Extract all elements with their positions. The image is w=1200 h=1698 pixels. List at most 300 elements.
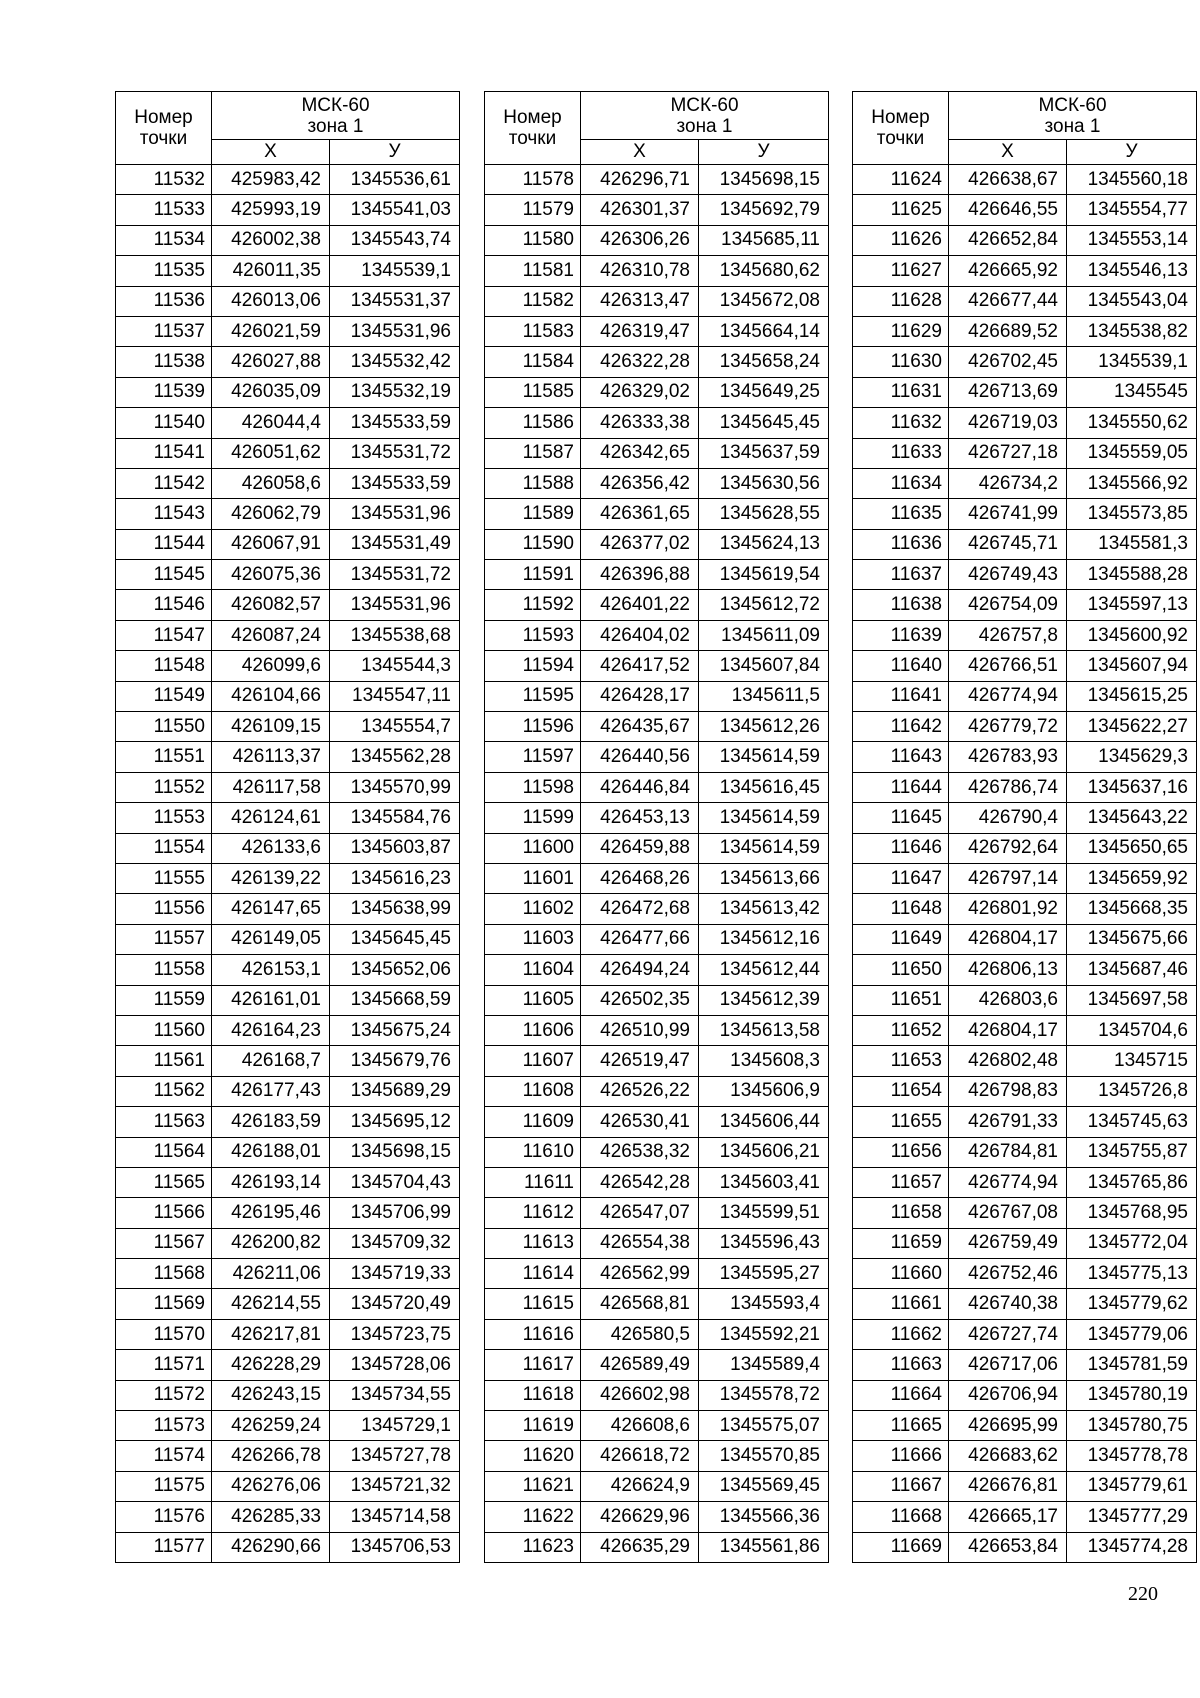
y-coordinate-cell: 1345613,42 bbox=[699, 894, 829, 924]
table-row bbox=[116, 529, 460, 559]
point-number-cell: 11665 bbox=[853, 1411, 949, 1441]
table-row bbox=[116, 1441, 460, 1471]
y-coordinate-cell: 1345728,06 bbox=[330, 1350, 460, 1380]
x-coordinate-cell: 426104,66 bbox=[212, 681, 330, 711]
table-row bbox=[485, 1259, 829, 1289]
x-coordinate-cell: 426109,15 bbox=[212, 712, 330, 742]
table-row bbox=[853, 1076, 1197, 1106]
x-coordinate-cell: 426285,33 bbox=[212, 1502, 330, 1532]
table-row bbox=[116, 347, 460, 377]
x-coordinate-cell: 426766,51 bbox=[949, 651, 1067, 681]
y-coordinate-cell: 1345531,49 bbox=[330, 529, 460, 559]
x-coordinate-cell: 426689,52 bbox=[949, 316, 1067, 346]
point-number-cell: 11573 bbox=[116, 1411, 212, 1441]
point-number-cell: 11546 bbox=[116, 590, 212, 620]
y-coordinate-cell: 1345645,45 bbox=[330, 924, 460, 954]
point-number-cell: 11653 bbox=[853, 1046, 949, 1076]
y-coordinate-cell: 1345679,76 bbox=[330, 1046, 460, 1076]
x-coordinate-cell: 426608,6 bbox=[581, 1411, 699, 1441]
table-row bbox=[853, 1046, 1197, 1076]
x-coordinate-cell: 426638,67 bbox=[949, 165, 1067, 195]
point-number-cell: 11582 bbox=[485, 286, 581, 316]
y-coordinate-cell: 1345734,55 bbox=[330, 1380, 460, 1410]
y-coordinate-cell: 1345664,14 bbox=[699, 316, 829, 346]
point-number-cell: 11631 bbox=[853, 377, 949, 407]
table-row bbox=[116, 1380, 460, 1410]
table-row bbox=[485, 529, 829, 559]
table-row bbox=[485, 1015, 829, 1045]
y-coordinate-cell: 1345668,35 bbox=[1067, 894, 1197, 924]
table-row bbox=[116, 1532, 460, 1562]
table-row bbox=[116, 1228, 460, 1258]
point-number-cell: 11610 bbox=[485, 1137, 581, 1167]
y-coordinate-cell: 1345611,09 bbox=[699, 620, 829, 650]
point-number-cell: 11533 bbox=[116, 195, 212, 225]
y-coordinate-cell: 1345554,7 bbox=[330, 712, 460, 742]
table-row bbox=[853, 1137, 1197, 1167]
table-row bbox=[116, 438, 460, 468]
x-coordinate-cell: 426153,1 bbox=[212, 955, 330, 985]
y-coordinate-cell: 1345608,3 bbox=[699, 1046, 829, 1076]
x-coordinate-cell: 426401,22 bbox=[581, 590, 699, 620]
y-coordinate-cell: 1345772,04 bbox=[1067, 1228, 1197, 1258]
x-coordinate-cell: 426538,32 bbox=[581, 1137, 699, 1167]
point-number-cell: 11588 bbox=[485, 468, 581, 498]
y-header: У bbox=[1067, 140, 1197, 165]
x-coordinate-cell: 426404,02 bbox=[581, 620, 699, 650]
x-coordinate-cell: 426757,8 bbox=[949, 620, 1067, 650]
y-coordinate-cell: 1345554,77 bbox=[1067, 195, 1197, 225]
point-number-cell: 11630 bbox=[853, 347, 949, 377]
table-row bbox=[853, 833, 1197, 863]
system-name: МСК-60 bbox=[1038, 94, 1107, 116]
point-number-cell: 11572 bbox=[116, 1380, 212, 1410]
table-row bbox=[485, 1532, 829, 1562]
point-number-cell: 11591 bbox=[485, 560, 581, 590]
point-number-cell: 11589 bbox=[485, 499, 581, 529]
table-row bbox=[485, 1380, 829, 1410]
y-coordinate-cell: 1345575,07 bbox=[699, 1411, 829, 1441]
y-coordinate-cell: 1345672,08 bbox=[699, 286, 829, 316]
y-coordinate-cell: 1345560,18 bbox=[1067, 165, 1197, 195]
point-number-cell: 11565 bbox=[116, 1167, 212, 1197]
table-row bbox=[485, 316, 829, 346]
y-coordinate-cell: 1345613,58 bbox=[699, 1015, 829, 1045]
point-number-cell: 11562 bbox=[116, 1076, 212, 1106]
point-number-cell: 11558 bbox=[116, 955, 212, 985]
table-row bbox=[485, 408, 829, 438]
y-coordinate-cell: 1345545 bbox=[1067, 377, 1197, 407]
y-coordinate-cell: 1345721,32 bbox=[330, 1471, 460, 1501]
y-coordinate-cell: 1345593,4 bbox=[699, 1289, 829, 1319]
table-row bbox=[853, 286, 1197, 316]
point-number-cell: 11658 bbox=[853, 1198, 949, 1228]
table-row bbox=[485, 894, 829, 924]
table-row bbox=[853, 438, 1197, 468]
y-coordinate-cell: 1345600,92 bbox=[1067, 620, 1197, 650]
y-coordinate-cell: 1345765,86 bbox=[1067, 1167, 1197, 1197]
point-number-cell: 11656 bbox=[853, 1137, 949, 1167]
x-coordinate-cell: 426044,4 bbox=[212, 408, 330, 438]
x-coordinate-cell: 426211,06 bbox=[212, 1259, 330, 1289]
y-coordinate-cell: 1345541,03 bbox=[330, 195, 460, 225]
y-coordinate-cell: 1345616,45 bbox=[699, 772, 829, 802]
x-coordinate-cell: 426786,74 bbox=[949, 772, 1067, 802]
point-number-cell: 11655 bbox=[853, 1107, 949, 1137]
table-row bbox=[853, 1167, 1197, 1197]
point-number-cell: 11645 bbox=[853, 803, 949, 833]
y-coordinate-cell: 1345538,82 bbox=[1067, 316, 1197, 346]
x-coordinate-cell: 426646,55 bbox=[949, 195, 1067, 225]
y-coordinate-cell: 1345543,74 bbox=[330, 225, 460, 255]
x-coordinate-cell: 426147,65 bbox=[212, 894, 330, 924]
table-row bbox=[116, 590, 460, 620]
x-coordinate-cell: 426510,99 bbox=[581, 1015, 699, 1045]
point-number-cell: 11605 bbox=[485, 985, 581, 1015]
table-row bbox=[485, 803, 829, 833]
x-header: Х bbox=[949, 140, 1067, 165]
y-coordinate-cell: 1345637,16 bbox=[1067, 772, 1197, 802]
x-coordinate-cell: 426741,99 bbox=[949, 499, 1067, 529]
x-coordinate-cell: 426752,46 bbox=[949, 1259, 1067, 1289]
x-coordinate-cell: 426802,48 bbox=[949, 1046, 1067, 1076]
y-coordinate-cell: 1345706,53 bbox=[330, 1532, 460, 1562]
x-coordinate-cell: 426526,22 bbox=[581, 1076, 699, 1106]
point-number-cell: 11547 bbox=[116, 620, 212, 650]
point-number-cell: 11638 bbox=[853, 590, 949, 620]
x-coordinate-cell: 426021,59 bbox=[212, 316, 330, 346]
y-coordinate-cell: 1345561,86 bbox=[699, 1532, 829, 1562]
table-row bbox=[485, 620, 829, 650]
y-coordinate-cell: 1345675,66 bbox=[1067, 924, 1197, 954]
y-coordinate-cell: 1345685,11 bbox=[699, 225, 829, 255]
point-number-cell: 11640 bbox=[853, 651, 949, 681]
y-coordinate-cell: 1345745,63 bbox=[1067, 1107, 1197, 1137]
y-coordinate-cell: 1345612,39 bbox=[699, 985, 829, 1015]
x-coordinate-cell: 426554,38 bbox=[581, 1228, 699, 1258]
table-row bbox=[485, 651, 829, 681]
table-row bbox=[853, 985, 1197, 1015]
y-coordinate-cell: 1345658,24 bbox=[699, 347, 829, 377]
point-number-cell: 11663 bbox=[853, 1350, 949, 1380]
table-row bbox=[485, 712, 829, 742]
table-row bbox=[853, 681, 1197, 711]
table-row bbox=[116, 1502, 460, 1532]
y-coordinate-cell: 1345774,28 bbox=[1067, 1532, 1197, 1562]
y-coordinate-cell: 1345719,33 bbox=[330, 1259, 460, 1289]
x-coordinate-cell: 426342,65 bbox=[581, 438, 699, 468]
x-coordinate-cell: 426676,81 bbox=[949, 1471, 1067, 1501]
y-coordinate-cell: 1345569,45 bbox=[699, 1471, 829, 1501]
point-number-cell: 11627 bbox=[853, 256, 949, 286]
point-number-cell: 11580 bbox=[485, 225, 581, 255]
point-number-cell: 11667 bbox=[853, 1471, 949, 1501]
point-number-cell: 11618 bbox=[485, 1380, 581, 1410]
point-number-cell: 11579 bbox=[485, 195, 581, 225]
table-row bbox=[485, 681, 829, 711]
point-number-cell: 11552 bbox=[116, 772, 212, 802]
table-row bbox=[116, 985, 460, 1015]
table-row bbox=[485, 347, 829, 377]
y-coordinate-cell: 1345611,5 bbox=[699, 681, 829, 711]
table-row bbox=[485, 955, 829, 985]
y-coordinate-cell: 1345689,29 bbox=[330, 1076, 460, 1106]
point-number-cell: 11551 bbox=[116, 742, 212, 772]
table-row bbox=[485, 256, 829, 286]
point-number-cell: 11548 bbox=[116, 651, 212, 681]
table-row bbox=[116, 499, 460, 529]
y-coordinate-cell: 1345573,85 bbox=[1067, 499, 1197, 529]
zone-name: зона 1 bbox=[1044, 115, 1101, 137]
table-row bbox=[853, 377, 1197, 407]
x-coordinate-cell: 426446,84 bbox=[581, 772, 699, 802]
point-number-cell: 11568 bbox=[116, 1259, 212, 1289]
y-coordinate-cell: 1345533,59 bbox=[330, 468, 460, 498]
table-row bbox=[853, 1228, 1197, 1258]
table-row bbox=[116, 863, 460, 893]
x-coordinate-cell: 426139,22 bbox=[212, 863, 330, 893]
y-coordinate-cell: 1345698,15 bbox=[330, 1137, 460, 1167]
y-coordinate-cell: 1345668,59 bbox=[330, 985, 460, 1015]
point-number-cell: 11549 bbox=[116, 681, 212, 711]
point-number-cell: 11559 bbox=[116, 985, 212, 1015]
point-number-cell: 11603 bbox=[485, 924, 581, 954]
x-coordinate-cell: 426310,78 bbox=[581, 256, 699, 286]
table-row bbox=[853, 560, 1197, 590]
x-coordinate-cell: 426396,88 bbox=[581, 560, 699, 590]
y-coordinate-cell: 1345698,15 bbox=[699, 165, 829, 195]
table-row bbox=[116, 1076, 460, 1106]
y-coordinate-cell: 1345614,59 bbox=[699, 803, 829, 833]
table-row bbox=[485, 742, 829, 772]
table-row bbox=[485, 1167, 829, 1197]
x-coordinate-cell: 426665,17 bbox=[949, 1502, 1067, 1532]
x-coordinate-cell: 426798,83 bbox=[949, 1076, 1067, 1106]
table-row bbox=[116, 1350, 460, 1380]
y-coordinate-cell: 1345619,54 bbox=[699, 560, 829, 590]
x-coordinate-cell: 426377,02 bbox=[581, 529, 699, 559]
point-number-cell: 11599 bbox=[485, 803, 581, 833]
table-row bbox=[853, 195, 1197, 225]
point-number-cell: 11659 bbox=[853, 1228, 949, 1258]
y-coordinate-cell: 1345697,58 bbox=[1067, 985, 1197, 1015]
y-coordinate-cell: 1345553,14 bbox=[1067, 225, 1197, 255]
y-coordinate-cell: 1345612,72 bbox=[699, 590, 829, 620]
x-coordinate-cell: 426740,38 bbox=[949, 1289, 1067, 1319]
y-coordinate-cell: 1345614,59 bbox=[699, 742, 829, 772]
x-coordinate-cell: 426435,67 bbox=[581, 712, 699, 742]
y-coordinate-cell: 1345780,75 bbox=[1067, 1411, 1197, 1441]
point-number-cell: 11639 bbox=[853, 620, 949, 650]
y-header: У bbox=[699, 140, 829, 165]
point-number-header: Номер точки bbox=[853, 92, 949, 165]
x-coordinate-cell: 426624,9 bbox=[581, 1471, 699, 1501]
point-number-cell: 11596 bbox=[485, 712, 581, 742]
point-number-cell: 11617 bbox=[485, 1350, 581, 1380]
table-row bbox=[485, 165, 829, 195]
point-number-cell: 11662 bbox=[853, 1319, 949, 1349]
x-coordinate-cell: 426702,45 bbox=[949, 347, 1067, 377]
x-coordinate-cell: 426745,71 bbox=[949, 529, 1067, 559]
table-row bbox=[485, 1411, 829, 1441]
y-coordinate-cell: 1345692,79 bbox=[699, 195, 829, 225]
point-number-cell: 11633 bbox=[853, 438, 949, 468]
point-number-cell: 11635 bbox=[853, 499, 949, 529]
table-row bbox=[485, 225, 829, 255]
table-row bbox=[116, 620, 460, 650]
table-row bbox=[853, 1015, 1197, 1045]
x-coordinate-cell: 426117,58 bbox=[212, 772, 330, 802]
point-number-cell: 11604 bbox=[485, 955, 581, 985]
table-row bbox=[485, 1502, 829, 1532]
point-number-cell: 11592 bbox=[485, 590, 581, 620]
x-coordinate-cell: 426062,79 bbox=[212, 499, 330, 529]
x-coordinate-cell: 426276,06 bbox=[212, 1471, 330, 1501]
x-coordinate-cell: 426477,66 bbox=[581, 924, 699, 954]
point-number-cell: 11560 bbox=[116, 1015, 212, 1045]
x-coordinate-cell: 426727,74 bbox=[949, 1319, 1067, 1349]
table-row bbox=[116, 772, 460, 802]
y-coordinate-cell: 1345612,44 bbox=[699, 955, 829, 985]
x-coordinate-cell: 426683,62 bbox=[949, 1441, 1067, 1471]
y-coordinate-cell: 1345650,65 bbox=[1067, 833, 1197, 863]
table-row bbox=[853, 529, 1197, 559]
point-number-cell: 11583 bbox=[485, 316, 581, 346]
table-row bbox=[853, 1471, 1197, 1501]
x-coordinate-cell: 426082,57 bbox=[212, 590, 330, 620]
table-row bbox=[116, 377, 460, 407]
table-row bbox=[485, 468, 829, 498]
system-header bbox=[212, 92, 460, 140]
table-row bbox=[485, 863, 829, 893]
y-coordinate-cell: 1345570,99 bbox=[330, 772, 460, 802]
point-number-cell: 11539 bbox=[116, 377, 212, 407]
table-row bbox=[485, 924, 829, 954]
table-row bbox=[116, 1471, 460, 1501]
y-coordinate-cell: 1345538,68 bbox=[330, 620, 460, 650]
table-row bbox=[485, 1137, 829, 1167]
point-number-cell: 11669 bbox=[853, 1532, 949, 1562]
table-row bbox=[485, 833, 829, 863]
system-name: МСК-60 bbox=[670, 94, 739, 116]
x-coordinate-cell: 426459,88 bbox=[581, 833, 699, 863]
table-row bbox=[116, 256, 460, 286]
point-number-cell: 11660 bbox=[853, 1259, 949, 1289]
x-coordinate-cell: 426051,62 bbox=[212, 438, 330, 468]
x-coordinate-cell: 426803,6 bbox=[949, 985, 1067, 1015]
y-coordinate-cell: 1345566,36 bbox=[699, 1502, 829, 1532]
point-number-cell: 11654 bbox=[853, 1076, 949, 1106]
x-coordinate-cell: 426266,78 bbox=[212, 1441, 330, 1471]
y-coordinate-cell: 1345775,13 bbox=[1067, 1259, 1197, 1289]
table-row bbox=[116, 408, 460, 438]
table-row bbox=[853, 1380, 1197, 1410]
x-coordinate-cell: 426602,98 bbox=[581, 1380, 699, 1410]
y-coordinate-cell: 1345779,62 bbox=[1067, 1289, 1197, 1319]
y-coordinate-cell: 1345715 bbox=[1067, 1046, 1197, 1076]
y-coordinate-cell: 1345637,59 bbox=[699, 438, 829, 468]
y-coordinate-cell: 1345603,87 bbox=[330, 833, 460, 863]
y-coordinate-cell: 1345612,26 bbox=[699, 712, 829, 742]
point-number-cell: 11555 bbox=[116, 863, 212, 893]
table-row bbox=[116, 712, 460, 742]
x-coordinate-cell: 426713,69 bbox=[949, 377, 1067, 407]
table-row bbox=[853, 1289, 1197, 1319]
coordinates-table-3 bbox=[852, 91, 1197, 1563]
point-number-cell: 11595 bbox=[485, 681, 581, 711]
point-number-cell: 11574 bbox=[116, 1441, 212, 1471]
x-header: Х bbox=[581, 140, 699, 165]
y-coordinate-cell: 1345695,12 bbox=[330, 1107, 460, 1137]
x-coordinate-cell: 426472,68 bbox=[581, 894, 699, 924]
y-coordinate-cell: 1345539,1 bbox=[1067, 347, 1197, 377]
y-coordinate-cell: 1345531,72 bbox=[330, 438, 460, 468]
y-coordinate-cell: 1345779,61 bbox=[1067, 1471, 1197, 1501]
y-coordinate-cell: 1345596,43 bbox=[699, 1228, 829, 1258]
table-row bbox=[485, 590, 829, 620]
point-number-cell: 11624 bbox=[853, 165, 949, 195]
point-number-cell: 11664 bbox=[853, 1380, 949, 1410]
page-number: 220 bbox=[1128, 1583, 1158, 1605]
system-name: МСК-60 bbox=[301, 94, 370, 116]
point-number-cell: 11571 bbox=[116, 1350, 212, 1380]
table-row bbox=[485, 195, 829, 225]
table-row bbox=[116, 1137, 460, 1167]
point-number-cell: 11651 bbox=[853, 985, 949, 1015]
table-row bbox=[485, 1228, 829, 1258]
table-row bbox=[485, 772, 829, 802]
table-row bbox=[853, 803, 1197, 833]
y-coordinate-cell: 1345714,58 bbox=[330, 1502, 460, 1532]
point-number-cell: 11611 bbox=[485, 1167, 581, 1197]
y-coordinate-cell: 1345570,85 bbox=[699, 1441, 829, 1471]
table-row bbox=[116, 955, 460, 985]
table-row bbox=[853, 712, 1197, 742]
x-coordinate-cell: 426754,09 bbox=[949, 590, 1067, 620]
x-coordinate-cell: 426228,29 bbox=[212, 1350, 330, 1380]
point-number-cell: 11594 bbox=[485, 651, 581, 681]
y-coordinate-cell: 1345589,4 bbox=[699, 1350, 829, 1380]
point-number-cell: 11616 bbox=[485, 1319, 581, 1349]
table-row bbox=[853, 1350, 1197, 1380]
point-number-cell: 11650 bbox=[853, 955, 949, 985]
y-coordinate-cell: 1345581,3 bbox=[1067, 529, 1197, 559]
y-coordinate-cell: 1345566,92 bbox=[1067, 468, 1197, 498]
y-coordinate-cell: 1345599,51 bbox=[699, 1198, 829, 1228]
y-coordinate-cell: 1345588,28 bbox=[1067, 560, 1197, 590]
x-coordinate-cell: 426734,2 bbox=[949, 468, 1067, 498]
x-coordinate-cell: 426440,56 bbox=[581, 742, 699, 772]
y-coordinate-cell: 1345659,92 bbox=[1067, 863, 1197, 893]
point-number-cell: 11612 bbox=[485, 1198, 581, 1228]
x-coordinate-cell: 426113,37 bbox=[212, 742, 330, 772]
x-coordinate-cell: 426629,96 bbox=[581, 1502, 699, 1532]
x-coordinate-cell: 426164,23 bbox=[212, 1015, 330, 1045]
x-coordinate-cell: 426002,38 bbox=[212, 225, 330, 255]
table-row bbox=[116, 286, 460, 316]
table-row bbox=[485, 1107, 829, 1137]
y-coordinate-cell: 1345704,6 bbox=[1067, 1015, 1197, 1045]
point-number-header: Номер точки bbox=[485, 92, 581, 165]
y-coordinate-cell: 1345607,94 bbox=[1067, 651, 1197, 681]
y-coordinate-cell: 1345622,27 bbox=[1067, 712, 1197, 742]
coordinates-table-2 bbox=[484, 91, 829, 1563]
x-coordinate-cell: 426547,07 bbox=[581, 1198, 699, 1228]
point-number-cell: 11666 bbox=[853, 1441, 949, 1471]
y-coordinate-cell: 1345550,62 bbox=[1067, 408, 1197, 438]
point-number-cell: 11534 bbox=[116, 225, 212, 255]
point-number-cell: 11542 bbox=[116, 468, 212, 498]
